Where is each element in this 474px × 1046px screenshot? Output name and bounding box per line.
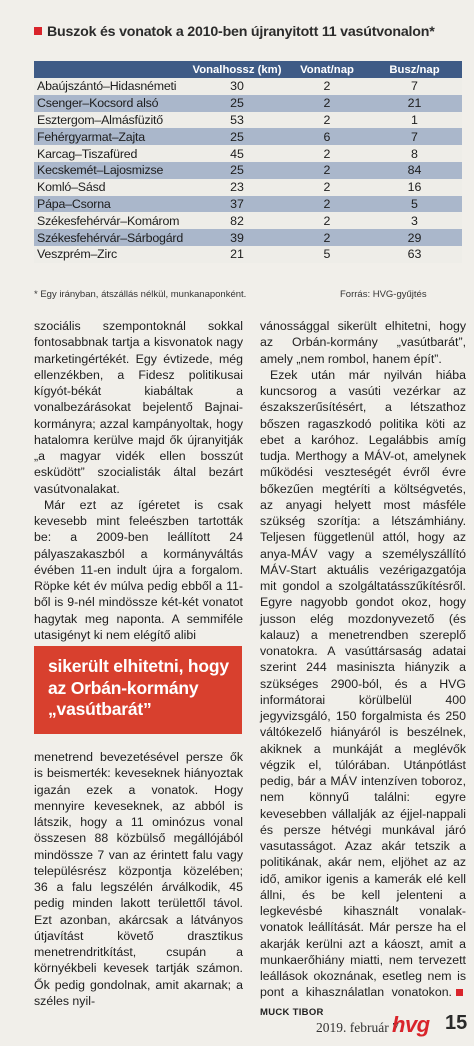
value-cell: 6 [287, 128, 367, 145]
table-row [34, 229, 462, 246]
author-name: MUCK TIBOR [260, 1006, 324, 1018]
value-cell: 2 [287, 112, 367, 129]
paragraph: Már ezt az ígéretet is csak kevesebb mint feleészben tartották be: a 2009-ben leállított 24 pályaszakaszból a kormányváltás évében 11-en indult újra a forgalom. Röpke két év múlva pedig ebből a 11-ből is 9-nél mindössze két-két vonatot hagytak meg naponta. A semmiféle utasigényt ki nem elégítő alibi [34, 497, 243, 642]
value-cell: 2 [287, 95, 367, 112]
article-column-left [34, 318, 243, 643]
value-cell: 2 [287, 196, 367, 213]
red-square-icon [456, 989, 463, 996]
table-title-text: Buszok és vonatok a 2010-ben újranyitott 11 vasútvonalon* [47, 24, 435, 40]
table-row [34, 145, 462, 162]
value-cell: 23 [187, 179, 287, 196]
value-cell: 2 [287, 78, 367, 95]
value-cell: 29 [367, 229, 462, 246]
table-source: Forrás: HVG-gyűjtés [340, 289, 427, 300]
table-row [34, 196, 462, 213]
table-title [34, 24, 470, 40]
table-header-cell [34, 61, 187, 78]
hvg-logo: hvg [392, 1012, 430, 1037]
value-cell: 3 [367, 212, 462, 229]
value-cell: 25 [187, 162, 287, 179]
table-row [34, 179, 462, 196]
value-cell: 45 [187, 145, 287, 162]
value-cell: 2 [287, 145, 367, 162]
route-name-cell: Abaújszántó–Hidasnémeti [34, 78, 187, 95]
value-cell: 21 [187, 246, 287, 263]
paragraph-last [260, 367, 466, 1021]
value-cell: 2 [287, 212, 367, 229]
route-name-cell: Pápa–Csorna [34, 196, 187, 213]
value-cell: 25 [187, 95, 287, 112]
route-name-cell: Csenger–Kocsord alsó [34, 95, 187, 112]
paragraph: szociális szempontoknál sokkal fontosabbnak tartja a kisvonatok nagy marketingértékét. Egy évtizede, még ellenzékben, a Fidesz politikusai kígyót-békát kiabáltak a vonalbezárásokat bejelentő Bajnai-kormányra; azzal kampányoltak, hogy hatalomra kerülve majd ők újranyitják „a magyar vidék ellen bosszút esküdött” szocialisták által bezárt vasútvonalakat. [34, 319, 243, 496]
value-cell: 84 [367, 162, 462, 179]
value-cell: 30 [187, 78, 287, 95]
route-name-cell: Székesfehérvár–Sárbogárd [34, 229, 187, 246]
table-header-cell: Vonalhossz (km) [187, 61, 287, 78]
value-cell: 25 [187, 128, 287, 145]
value-cell: 53 [187, 112, 287, 129]
table-row [34, 95, 462, 112]
paragraph: menetrend bevezetésével persze ők is beismerték: keveseknek hiányoztak igazán ezek a vonatok. Hogy mennyire keveseknek, az abból is látszik, hogy a 11 ominózus vonal összesen 88 közbülső megállójából mindössze 7 van az érintett falu vagy településrész központja közelében; 36 a falu legszélén árválkodik, 45 pedig minden lakott területtől távol. Ezt azonban, akárcsak a látványos útjavítást követő drasztikus menetrendritkítást, csupán a környékbeli kevesek tartják számon. Ők pedig gondolnak, amit akarnak; a széles nyil- [34, 750, 243, 1008]
route-name-cell: Székesfehérvár–Komárom [34, 212, 187, 229]
red-square-icon [34, 27, 42, 35]
route-name-cell: Veszprém–Zirc [34, 246, 187, 263]
table-row [34, 246, 462, 263]
table-footnote: * Egy irányban, átszállás nélkül, munkanaponként. [34, 289, 247, 300]
railway-table [34, 61, 462, 263]
article-column-right [260, 318, 466, 1021]
value-cell: 21 [367, 95, 462, 112]
value-cell: 7 [367, 78, 462, 95]
table-row [34, 78, 462, 95]
table-header-cell: Busz/nap [367, 61, 462, 78]
value-cell: 16 [367, 179, 462, 196]
value-cell: 1 [367, 112, 462, 129]
route-name-cell: Fehérgyarmat–Zajta [34, 128, 187, 145]
table-row [34, 212, 462, 229]
table-header-row [34, 61, 462, 78]
value-cell: 2 [287, 229, 367, 246]
value-cell: 2 [287, 179, 367, 196]
route-name-cell: Komló–Sásd [34, 179, 187, 196]
route-name-cell: Kecskemét–Lajosmizse [34, 162, 187, 179]
pull-quote: sikerült elhitetni, hogy az Orbán-kormány „vasútbarát” [34, 646, 242, 734]
table-row [34, 128, 462, 145]
paragraph-text: Ezek után már nyilván hiába kuncsorog a vasúti vezérkar az északszerűsítésért, a létszathoz bőszen ragaszkodó politika köti az ebet a karóhoz. Legalábbis amíg tudja. Merthogy a MÁV-ot, amelynek működési veszteségét évről évre bőkezűen megtéríti a költségvetés, az anyagi helyett most másféle szükség szorítja: a létszámhiány. Teljesen függetlenül attól, hogy az anya-MÁV vagy a személyszállító MÁV-Start aktuális vezérigazgatója mit gondol a szolgáltatásszűkítésről. Egyre nagyobb gondot okoz, hogy jusson elég mozdonyvezető (és kalauz) a menetrendben szereplő vonatokra. A vasúttársaság adatai szerint 244 masiniszta hiányzik a szükséges 2900-ból, és a HVG informátorai körülbelül 400 jegyvizsgáló, 150 forgalmista és 250 váltókezelő hiányáról is beszélnek, akiknek a munkáját a meglévők végzik el, túlórában. Utánpótlást pedig, bár a MÁV intenzíven toboroz, nem könnyű találni: egyre kevesebben vállalják az éjjel-nappali és persze hétvégi munkával járó vasutasságot. Azaz akár tetszik a politikának, akár nem, eljöhet az az idő, amikor igenis a kamerák elé kell állni, és be kell jelenteni a legkevésbé kihasznált vonalak-vonatok leállítását. Már persze ha el akarják kerülni azt a káoszt, amit a munkaerőhiány miatti, nem tervezett leállások okoznának, esetleg nem is pont a kihasználatlan vonatokon. [260, 367, 466, 1000]
value-cell: 2 [287, 162, 367, 179]
route-name-cell: Esztergom–Almásfüzitő [34, 112, 187, 129]
value-cell: 37 [187, 196, 287, 213]
paragraph: vánossággal sikerült elhitetni, hogy az Orbán-kormány „vasútbarát”, amely „nem rombol, hanem épít”. [260, 319, 466, 366]
table-row [34, 112, 462, 129]
route-name-cell: Karcag–Tiszafüred [34, 145, 187, 162]
value-cell: 8 [367, 145, 462, 162]
value-cell: 5 [287, 246, 367, 263]
value-cell: 5 [367, 196, 462, 213]
value-cell: 7 [367, 128, 462, 145]
article-column-left-continued [34, 749, 243, 1009]
table-header-cell: Vonat/nap [287, 61, 367, 78]
value-cell: 63 [367, 246, 462, 263]
table-row [34, 162, 462, 179]
value-cell: 82 [187, 212, 287, 229]
page-number: 15 [445, 1012, 468, 1034]
issue-date: 2019. február 7. [316, 1020, 403, 1035]
value-cell: 39 [187, 229, 287, 246]
